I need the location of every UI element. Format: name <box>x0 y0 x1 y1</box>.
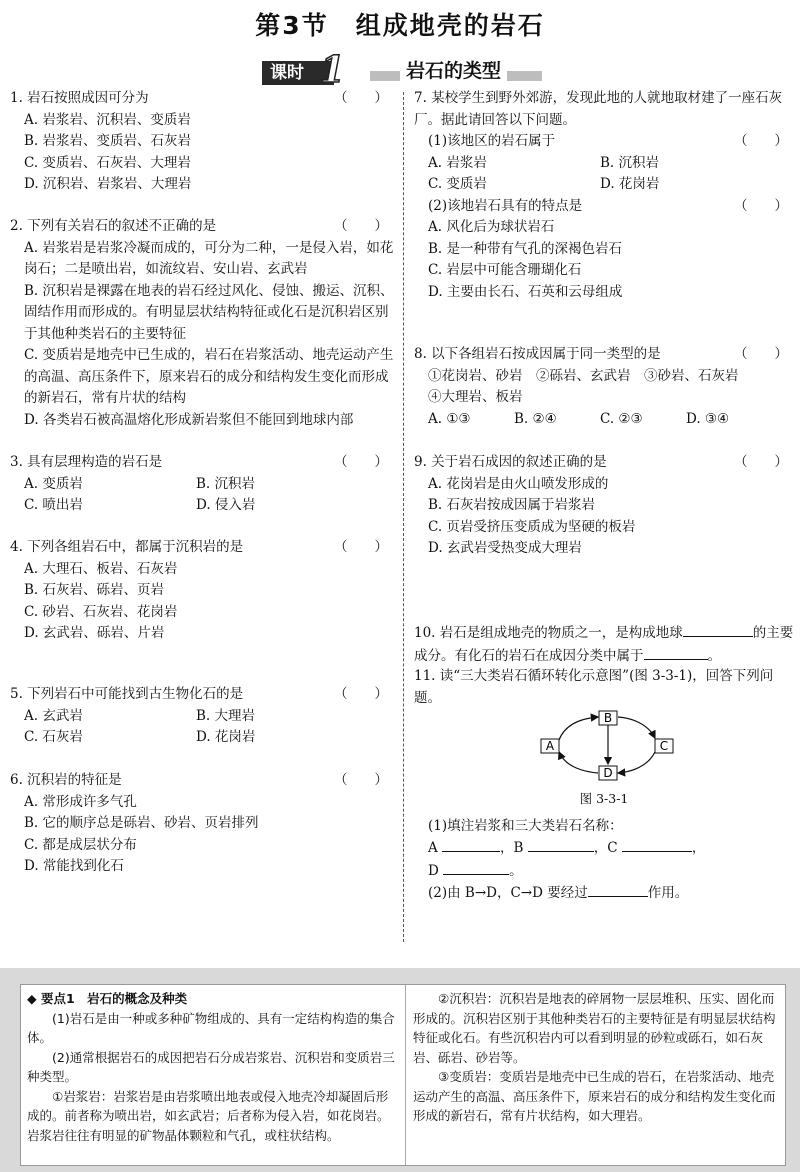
question-stem: 8. 以下各组岩石按成因属于同一类型的是 <box>414 346 661 362</box>
node-c-label: C <box>659 739 669 753</box>
option-d: D. ③④ <box>686 410 730 427</box>
question-2 <box>10 216 394 431</box>
answer-blank-d[interactable] <box>443 860 509 875</box>
question-stem: 1. 岩石按照成因可分为 <box>10 90 149 106</box>
option-d: D. 花岗岩 <box>600 176 660 192</box>
label-d: D <box>428 862 439 879</box>
question-9 <box>414 452 794 560</box>
q10-text-2: 的主要成分。有化石的岩石在成因分类中属于 <box>414 625 794 664</box>
option-c: C. 变质岩是地壳中已生成的，岩石在岩浆活动、地壳运动产生的高温、高压条件下，原来岩石的成分和结构发生变化而形成的新岩石，常有片状的结构 <box>24 347 394 406</box>
question-stem: 6. 沉积岩的特征是 <box>10 772 122 788</box>
answer-paren: （ ） <box>334 686 388 702</box>
answer-paren: （ ） <box>334 772 388 788</box>
sub-question-1 <box>414 131 794 153</box>
label-c-end: ， <box>691 840 706 856</box>
sub-question-text: (2)该地岩石具有的特点是 <box>428 197 583 214</box>
notes-divider <box>405 985 406 1165</box>
lesson-number: 1 <box>320 49 346 91</box>
option-d: D. 玄武岩受热变成大理岩 <box>428 540 582 556</box>
answer-paren: （ ） <box>734 197 788 214</box>
notes-right <box>413 989 777 1126</box>
arrow-d-to-a <box>559 752 598 773</box>
option-a: A. 大理石、板岩、石灰岩 <box>24 560 178 577</box>
question-11 <box>414 666 794 709</box>
fill-line-d <box>414 860 794 883</box>
option-a: A. 花岗岩是由火山喷发形成的 <box>428 475 609 492</box>
sub-question-text: (1)该地区的岩石属于 <box>428 133 556 149</box>
arrow-b-to-c <box>618 717 655 738</box>
option-d: D. 侵入岩 <box>196 497 256 513</box>
label-c: ，C <box>593 840 618 856</box>
answer-paren: （ ） <box>334 218 388 234</box>
question-10 <box>414 622 794 667</box>
question-stem: 3. 具有层理构造的岩石是 <box>10 454 163 470</box>
answer-blank[interactable] <box>644 645 708 660</box>
question-6 <box>10 770 394 878</box>
answer-blank-c[interactable] <box>622 837 692 852</box>
option-c: C. 石灰岩 <box>24 729 83 745</box>
label-d-end: 。 <box>509 862 523 879</box>
answer-blank-a[interactable] <box>442 837 500 852</box>
option-c: C. ②③ <box>600 410 643 427</box>
option-d: D. 玄武岩、砾岩、片岩 <box>24 625 165 641</box>
answer-paren: （ ） <box>334 539 388 555</box>
sub-question-2-text: (2)由 B→D，C→D 要经过 <box>428 885 588 901</box>
note-paragraph: (1)岩石是由一种或多种矿物组成的、具有一定结构构造的集合体。 <box>27 1010 395 1045</box>
sub-question-2 <box>414 196 794 218</box>
sub-question-2 <box>414 882 794 905</box>
option-b: B. 它的顺序总是砾岩、砂岩、页岩排列 <box>24 815 259 831</box>
answer-paren: （ ） <box>734 133 788 149</box>
fill-line-abc <box>414 837 794 860</box>
option-a: A. 岩浆岩是岩浆冷凝而成的，可分为二种，一是侵入岩，如花岗石；二是喷出岩，如流纹岩、安山岩、玄武岩 <box>24 239 394 277</box>
answer-blank-process[interactable] <box>588 882 648 897</box>
key-point-heading: ◆ 要点1 岩石的概念及种类 <box>27 991 188 1006</box>
question-1 <box>10 88 394 196</box>
arrow-a-to-b <box>559 717 598 740</box>
question-stem: 9. 关于岩石成因的叙述正确的是 <box>414 454 607 470</box>
question-11-parts <box>414 788 794 905</box>
question-stem: 4. 下列各组岩石中，都属于沉积岩的是 <box>10 539 244 555</box>
option-b: B. 是一种带有气孔的深褐色岩石 <box>428 240 623 257</box>
option-a: A. ①③ <box>428 410 471 427</box>
lesson-title: 岩石的类型 <box>400 56 507 83</box>
question-8 <box>414 344 794 430</box>
option-a: A. 岩浆岩、沉积岩、变质岩 <box>24 111 191 128</box>
choice-line-1: ①花岗岩、砂岩 ②砾岩、玄武岩 ③砂岩、石灰岩 <box>428 367 739 384</box>
arrow-c-to-d <box>618 752 655 773</box>
note-paragraph: ①岩浆岩：岩浆岩是由岩浆喷出地表或侵入地壳冷却凝固后形成的。前者称为喷出岩，如玄武岩；后者称为侵入岩，如花岗岩。岩浆岩往往有明显的矿物晶体颗粒和气孔，或柱状结构。 <box>27 1088 390 1143</box>
q10-text-1: 10. 岩石是组成地壳的物质之一，是构成地球 <box>414 625 683 641</box>
option-d: D. 各类岩石被高温熔化形成新岩浆但不能回到地球内部 <box>24 411 354 428</box>
label-a: A <box>428 840 438 856</box>
column-divider <box>403 92 404 942</box>
node-b-label: B <box>603 711 613 725</box>
notes-left <box>27 989 399 1145</box>
note-paragraph: (2)通常根据岩石的成因把岩石分成岩浆岩、沉积岩和变质岩三种类型。 <box>27 1049 395 1084</box>
node-d-label: D <box>603 766 613 780</box>
rock-cycle-diagram <box>532 710 682 782</box>
option-b: B. 沉积岩是裸露在地表的岩石经过风化、侵蚀、搬运、沉积、固结作用而形成的。有明显层状结构特征或化石是沉积岩区别于其他种类岩石的主要特征 <box>24 282 394 342</box>
question-4 <box>10 537 394 645</box>
option-a: A. 常形成许多气孔 <box>24 793 137 810</box>
note-paragraph: ②沉积岩：沉积岩是地表的碎屑物一层层堆积、压实、固化而形成的。沉积岩区别于其他种类岩石的主要特征是有明显层状结构特征或化石。有些沉积岩内可以看到明显的砂粒或砾石，如石灰岩、砾岩、砂岩等。 <box>413 991 776 1065</box>
option-d: D. 沉积岩、岩浆岩、大理岩 <box>24 176 192 192</box>
question-5 <box>10 684 394 749</box>
option-b: B. 岩浆岩、变质岩、石灰岩 <box>24 133 192 149</box>
node-a-label: A <box>545 739 555 753</box>
option-a: A. 风化后为球状岩石 <box>428 219 555 235</box>
option-c: C. 砂岩、石灰岩、花岗岩 <box>24 603 178 620</box>
figure-caption: 图 3-3-1 <box>579 791 629 806</box>
answer-paren: （ ） <box>334 90 388 106</box>
page-title: 第3节 组成地壳的岩石 <box>255 11 545 40</box>
option-d: D. 常能找到化石 <box>24 858 124 874</box>
option-b: B. 石灰岩按成因属于岩浆岩 <box>428 497 596 513</box>
question-stem: 7. 某校学生到野外郊游，发现此地的人就地取材建了一座石灰厂。据此请回答以下问题。 <box>414 90 783 128</box>
question-stem: 11. 读“三大类岩石循环转化示意图”(图 3-3-1)，回答下列问题。 <box>414 668 774 706</box>
lesson-box: 课时 <box>262 61 334 85</box>
lesson-banner <box>262 49 542 91</box>
option-a: A. 岩浆岩 <box>428 154 487 171</box>
option-b: B. 沉积岩 <box>600 154 660 171</box>
option-b: B. ②④ <box>514 410 557 427</box>
choice-line-2: ④大理岩、板岩 <box>428 389 523 405</box>
answer-paren: （ ） <box>734 454 788 470</box>
question-3 <box>10 452 394 517</box>
question-7 <box>414 88 794 303</box>
option-c: C. 都是成层状分布 <box>24 836 137 853</box>
option-c: C. 页岩受挤压变质成为坚硬的板岩 <box>428 518 636 535</box>
option-d: D. 花岗岩 <box>196 729 256 745</box>
answer-blank-b[interactable] <box>528 837 594 852</box>
option-c: C. 变质岩、石灰岩、大理岩 <box>24 154 191 171</box>
key-points-box <box>20 984 786 1166</box>
question-stem: 5. 下列岩石中可能找到古生物化石的是 <box>10 686 244 702</box>
option-a: A. 玄武岩 <box>24 707 83 724</box>
option-b: B. 石灰岩、砾岩、页岩 <box>24 582 165 598</box>
option-c: C. 喷出岩 <box>24 497 83 513</box>
sub-question-1: (1)填注岩浆和三大类岩石名称： <box>428 817 623 834</box>
option-b: B. 沉积岩 <box>196 475 256 492</box>
option-c: C. 岩层中可能含珊瑚化石 <box>428 262 582 278</box>
answer-paren: （ ） <box>334 454 388 470</box>
option-d: D. 主要由长石、石英和云母组成 <box>428 283 623 300</box>
sub-question-2-end: 作用。 <box>647 885 689 901</box>
note-paragraph: ③变质岩：变质岩是地壳中已生成的岩石，在岩浆活动、地壳运动产生的高温、高压条件下，原来岩石的成分和结构发生变化而形成的新岩石，常有片状结构，如大理岩。 <box>413 1069 776 1123</box>
question-stem: 2. 下列有关岩石的叙述不正确的是 <box>10 218 217 234</box>
answer-paren: （ ） <box>734 346 788 362</box>
option-c: C. 变质岩 <box>428 176 487 192</box>
option-b: B. 大理岩 <box>196 707 256 724</box>
option-a: A. 变质岩 <box>24 475 83 492</box>
label-b: ，B <box>500 840 524 856</box>
q10-text-3: 。 <box>707 647 721 664</box>
answer-blank[interactable] <box>683 622 753 637</box>
key-points-panel <box>0 968 800 1172</box>
